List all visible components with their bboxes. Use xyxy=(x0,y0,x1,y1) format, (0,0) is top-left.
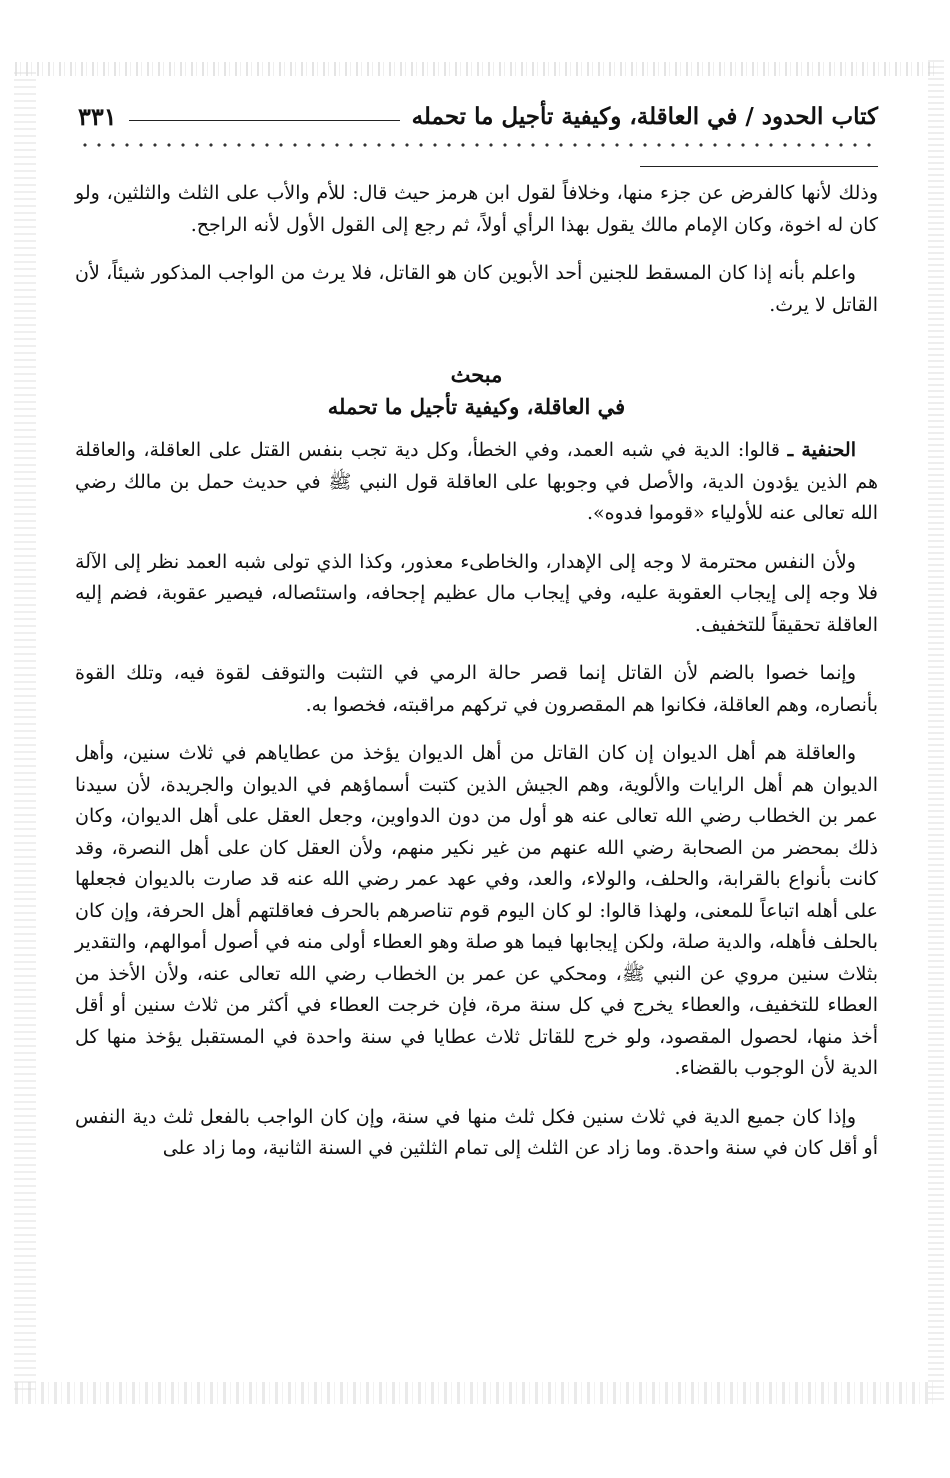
section-heading-line-2: في العاقلة، وكيفية تأجيل ما تحمله xyxy=(327,394,626,419)
paragraph-4: ولأن النفس محترمة لا وجه إلى الإهدار، والخاطىء معذور، وكذا الذي تولى شبه العمد نظر إلى الآلة فلا وجه إلى إيجاب العقوبة عليه، وفي إيجاب مال عظيم إجحافه، واستئصاله، فيصير عقوبة، فضم إليه العاقلة تحقيقاً للتخفيف. xyxy=(75,550,878,636)
section-heading-line-1: مبحث xyxy=(450,362,503,387)
madhhab-label: الحنفية ـ xyxy=(787,439,857,461)
section-heading xyxy=(75,359,878,423)
page-body xyxy=(75,178,878,1182)
paragraph-2: واعلم بأنه إذا كان المسقط للجنين أحد الأبوين كان هو القاتل، فلا يرث من الواجب المذكور شيئاً، لأن القاتل لا يرث. xyxy=(75,262,878,316)
paragraph-3 xyxy=(75,435,878,530)
paragraph-7: وإذا كان جميع الدية في ثلاث سنين فكل ثلث منها في سنة، وإن كان الواجب بالفعل ثلث دية النفس أو أقل كان في سنة واحدة. وما زاد عن الثلث إلى تمام الثلثين في السنة الثانية، وما زاد على xyxy=(75,1105,878,1159)
scan-noise-right xyxy=(928,60,944,1400)
short-rule xyxy=(640,166,878,167)
header-rule xyxy=(129,120,400,121)
running-title: كتاب الحدود / في العاقلة، وكيفية تأجيل ما تحمله xyxy=(411,102,878,130)
paragraph-6: والعاقلة هم أهل الديوان إن كان القاتل من أهل الديوان يؤخذ من عطاياهم في ثلاث سنين، وأهل الديوان هم أهل الرايات والألوية، وهم الجيش الذين كتبت أسماؤهم في الديوان والجريدة، لأن سيدنا عمر بن الخطاب رضي الله تعالى عنه هو أول من دون الدواوين، وجعل العقل على أهل الديوان، وكان ذلك بمحضر من الصحابة رضي الله عنهم من غير نكير منهم، ولأن العقل كان على أهل النصرة، وقد كانت بأنواع بالقرابة، والحلف، والولاء، والعد، وفي عهد عمر رضي الله عنه قد صارت بالديوان فجعلها على أهله اتباعاً للمعنى، ولهذا قالوا: لو كان اليوم قوم تناصرهم بالحرف فعاقلتهم أهل الحرفة، وإن كان بالحلف فأهله، والدية صلة، ولكن إيجابها فيما هو صلة وهو العطاء أولى منه في أصول أموالهم، والتقدير بثلاث سنين مروي عن النبي ﷺ، ومحكي عن عمر بن الخطاب رضي الله تعالى عنه، ولأن الأخذ من العطاء للتخفيف، والعطاء يخرج في كل سنة مرة، فإن خرجت العطاء في أكثر من ثلاث سنين أو أقل أخذ منها، لحصول المقصود، ولو خرج للقاتل ثلاث عطايا في سنة واحدة في المستقبل يؤخذ منها كل الدية لأن الوجوب بالقضاء. xyxy=(75,742,878,1079)
scan-noise-left xyxy=(14,70,36,1390)
page-number: ٣٣١ xyxy=(78,101,117,131)
paragraph-5: وإنما خصوا بالضم لأن القاتل إنما قصر حالة الرمي في التثبت والتوقف لقوة فيه، وتلك القوة بأنصاره، وهم العاقلة، فكانوا هم المقصرون في تركهم مراقبته، فخصوا به. xyxy=(75,662,878,716)
page-header xyxy=(78,96,878,136)
dotted-separator xyxy=(78,140,878,150)
scan-noise-top xyxy=(15,62,935,76)
scan-noise-bottom xyxy=(15,1382,935,1404)
paragraph-1: وذلك لأنها كالفرض عن جزء منها، وخلافاً لقول ابن هرمز حيث قال: للأم والأب على الثلث والثلثين، ولو كان له اخوة، وكان الإمام مالك يقول بهذا الرأي أولاً، ثم رجع إلى القول الأول لأنه الراجح. xyxy=(75,182,878,236)
paragraph-3-text: قالوا: الدية في شبه العمد، وفي الخطأ، وكل دية تجب بنفس القتل على العاقلة، والعاقلة هم الذين يؤدون الدية، والأصل في وجوبها على العاقلة قول النبي ﷺ في حديث حمل بن مالك رضي الله تعالى عنه للأولياء «قوموا فدوه». xyxy=(75,439,878,524)
